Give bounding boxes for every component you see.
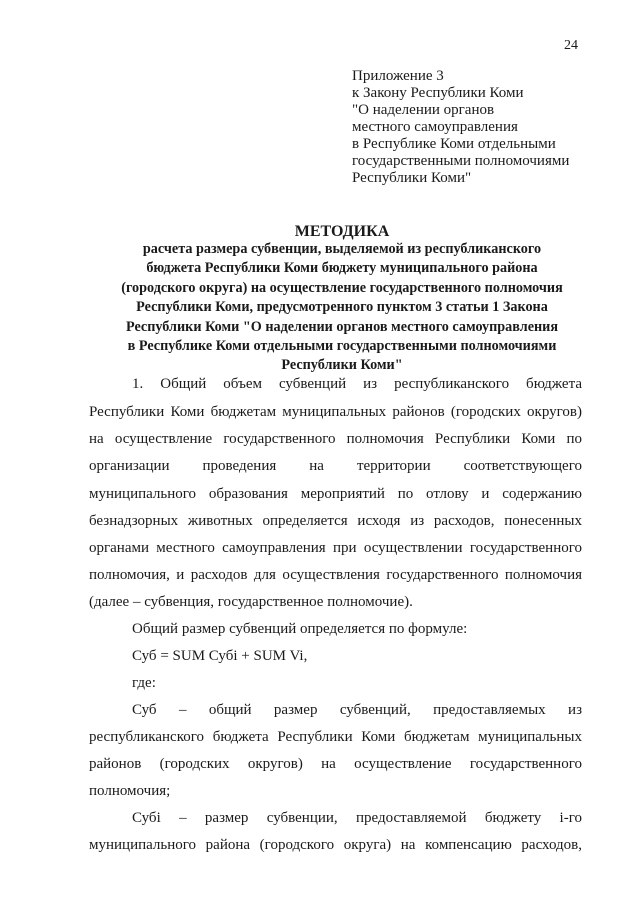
definition-subi-line: Субi – размер субвенции, предоставляемой бюджету i-го <box>132 810 582 826</box>
formula-intro: Общий размер субвенций определяется по формуле: <box>132 621 468 637</box>
page-number: 24 <box>564 38 578 53</box>
subtitle-line: бюджета Республики Коми бюджету муниципального района <box>146 260 538 277</box>
appendix-line: местного самоуправления <box>352 119 518 135</box>
appendix-line: к Закону Республики Коми <box>352 85 524 101</box>
subtitle-line: Республики Коми "О наделении органов местного самоуправления <box>125 318 559 335</box>
definition-sub-line: полномочия; <box>89 783 171 799</box>
definition-sub-line: Суб – общий размер субвенций, предоставляемых из <box>132 702 582 718</box>
formula: Суб = SUM Субi + SUM Vi, <box>132 648 308 664</box>
appendix-reference <box>352 68 612 187</box>
subtitle-line: Республики Коми, предусмотренного пунктом 3 статьи 1 Закона <box>136 299 548 316</box>
where-label: где: <box>132 675 156 691</box>
paragraph-1-line: (далее – субвенция, государственное полномочие). <box>89 594 413 610</box>
appendix-line: в Республике Коми отдельными <box>352 136 556 152</box>
subtitle-line: (городского округа) на осуществление государственного полномочия <box>121 279 563 296</box>
appendix-line: Республики Коми" <box>352 170 472 186</box>
paragraph-1-line: 1. Общий объем субвенций из республиканского бюджета <box>132 376 582 392</box>
paragraph-1-line: органами местного самоуправления при осуществлении государственного <box>89 540 582 556</box>
subtitle-line: расчета размера субвенции, выделяемой из республиканского <box>142 241 542 257</box>
definition-subi-line: муниципального района (городского округа) на компенсацию расходов, <box>89 837 582 853</box>
definition-sub-line: районов (городских округов) на осуществление государственного <box>89 756 582 772</box>
paragraph-1-line: полномочия, и расходов для осуществления государственного полномочия <box>89 567 582 583</box>
definition-sub-line: республиканского бюджета Республики Коми бюджетам муниципальных <box>89 729 582 745</box>
subtitle-line: в Республике Коми отдельными государственными полномочиями <box>127 338 557 355</box>
paragraph-1-line: Республики Коми бюджетам муниципальных районов (городских округов) <box>89 404 582 420</box>
subtitle-line: Республики Коми" <box>281 357 403 374</box>
paragraph-1-line: организации проведения на территории соответствующего <box>89 458 582 474</box>
appendix-line: Приложение 3 <box>352 68 444 84</box>
paragraph-1-line: на осуществление государственного полномочия Республики Коми по <box>89 431 582 447</box>
document-title: МЕТОДИКА <box>294 223 390 240</box>
paragraph-1-line: муниципального образования мероприятий по отлову и содержанию <box>89 486 582 502</box>
appendix-line: "О наделении органов <box>352 102 495 118</box>
document-subtitle <box>84 240 600 376</box>
paragraph-1-line: безнадзорных животных определяется исходя из расходов, понесенных <box>89 513 582 529</box>
appendix-line: государственными полномочиями <box>352 153 570 169</box>
